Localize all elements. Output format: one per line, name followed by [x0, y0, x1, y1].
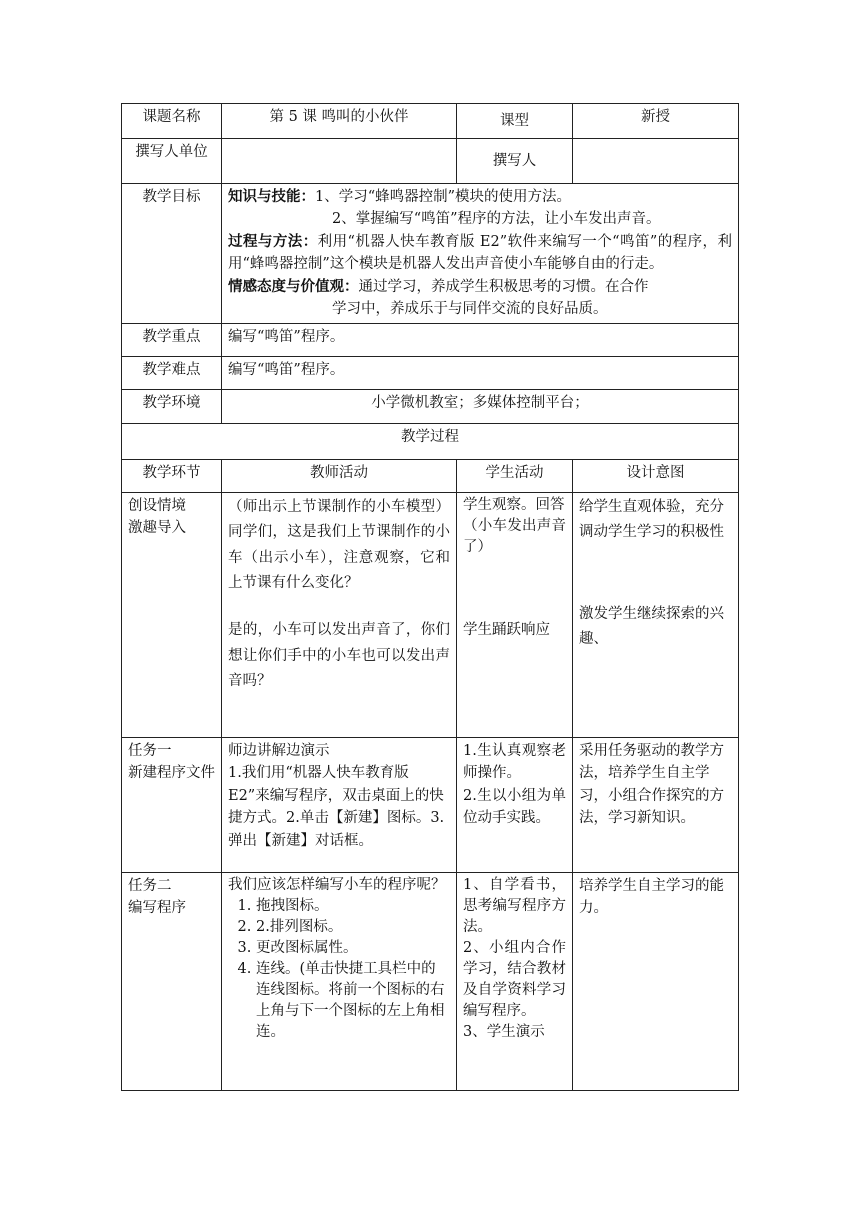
stage3-student: [457, 872, 573, 1090]
goals-content: [222, 184, 739, 324]
table-row: [122, 104, 739, 139]
type-value: 新授: [573, 104, 739, 139]
table-row: [122, 356, 739, 389]
goal-emotion-head: 情感态度与价值观：: [228, 277, 359, 295]
goal-process-head: 过程与方法：: [228, 232, 318, 250]
stage1-student: [457, 492, 573, 737]
table-row: [122, 423, 739, 459]
stage3-name-2: 编写程序: [128, 900, 186, 917]
author-label: 撰写人: [457, 139, 573, 184]
goal-process: 利用“机器人快车教育版 E2”软件来编写一个“鸣笛”的程序，利用“蜂鸣器控制”这个模块是机器人发出声音使小车能够自由的行走。: [228, 233, 732, 273]
stage2-teacher: [222, 737, 457, 872]
stage1-teacher-2: 是的，小车可以发出声音了，你们想让你们手中的小车也可以发出声音吗？: [228, 622, 450, 690]
focus-label: 教学重点: [122, 323, 222, 356]
stage2-teacher-1: 师边讲解边演示: [228, 742, 330, 759]
list-item: 4. 连线。(单击快捷工具栏中的连线图标。将前一个图标的右上角与下一个图标的左上角相连。: [256, 959, 450, 1043]
stage3-name: [122, 872, 222, 1090]
difficulty-value: 编写“鸣笛”程序。: [222, 356, 739, 389]
env-value: 小学微机教室；多媒体控制平台；: [222, 389, 739, 423]
stage1-teacher-1: （师出示上节课制作的小车模型）同学们，这是我们上节课制作的小车（出示小车），注意观察，它和上节课有什么变化？: [228, 498, 450, 591]
stage1-intent-1: 给学生直观体验，充分调动学生学习的积极性: [579, 498, 724, 541]
stage3-steps-list: [228, 896, 450, 1043]
process-title: 教学过程: [122, 423, 739, 459]
list-item: 3. 更改图标属性。: [256, 938, 450, 959]
table-row: [122, 389, 739, 423]
title-label: 课题名称: [122, 104, 222, 139]
table-row: [122, 492, 739, 737]
stage1-student-1: 学生观察。回答: [463, 496, 565, 513]
stage2-name-2: 新建程序文件: [128, 765, 215, 782]
table-row: [122, 323, 739, 356]
stage3-intent-text: 培养学生自主学习的能力。: [579, 877, 724, 917]
header-teacher: 教师活动: [222, 459, 457, 492]
stage1-name-1: 创设情境: [128, 497, 186, 514]
header-intent: 设计意图: [573, 459, 739, 492]
difficulty-label: 教学难点: [122, 356, 222, 389]
stage1-name: [122, 492, 222, 737]
goals-label: 教学目标: [122, 184, 222, 324]
stage2-name: [122, 737, 222, 872]
goal-knowledge-head: 知识与技能：: [228, 188, 315, 205]
stage3-student-2: 2、小组内合作学习，结合教材及自学资料学习编写程序。: [463, 939, 566, 1019]
stage2-name-1: 任务一: [128, 742, 172, 759]
stage3-intent: [573, 872, 739, 1090]
stage2-intent: [573, 737, 739, 872]
env-label: 教学环境: [122, 389, 222, 423]
stage1-student-2: （小车发出声音了）: [463, 517, 566, 555]
table-row: [122, 872, 739, 1090]
stage1-name-2: 激趣导入: [128, 520, 186, 537]
author-value: [573, 139, 739, 184]
stage3-teacher-intro: 我们应该怎样编写小车的程序呢？: [228, 876, 446, 893]
stage3-teacher: [222, 872, 457, 1090]
stage1-teacher: [222, 492, 457, 737]
stage3-student-1: 1、自学看书，思考编写程序方法。: [463, 876, 566, 935]
stage3-student-3: 3、学生演示: [463, 1023, 545, 1040]
type-label: 课型: [457, 104, 573, 139]
table-row: [122, 459, 739, 492]
stage3-name-1: 任务二: [128, 877, 172, 894]
lesson-plan-table: [121, 103, 739, 1091]
list-item: 1. 拖拽图标。: [256, 896, 450, 917]
stage1-intent-2: 激发学生继续探索的兴趣、: [579, 605, 724, 647]
stage2-student: [457, 737, 573, 872]
goal-emotion-2: 学习中，养成乐于与同伴交流的良好品质。: [332, 301, 608, 318]
table-row: [122, 737, 739, 872]
stage2-intent-text: 采用任务驱动的教学方法，培养学生自主学习，小组合作探究的方法，学习新知识。: [579, 742, 724, 827]
table-row: [122, 139, 739, 184]
author-unit-label: 撰写人单位: [122, 139, 222, 184]
stage1-student-3: 学生踊跃响应: [463, 621, 550, 638]
header-stage: 教学环节: [122, 459, 222, 492]
list-item: 2. 2.排列图标。: [256, 917, 450, 938]
goal-knowledge-2: 2、掌握编写“鸣笛”程序的方法，让小车发出声音。: [332, 211, 661, 228]
stage1-intent: [573, 492, 739, 737]
author-unit-value: [222, 139, 457, 184]
goal-knowledge-1: 1、学习“蜂鸣器控制”模块的使用方法。: [315, 189, 572, 205]
title-value: 第 5 课 鸣叫的小伙伴: [222, 104, 457, 139]
table-row: [122, 184, 739, 324]
stage2-student-2: 2.生以小组为单位动手实践。: [463, 787, 566, 827]
focus-value: 编写“鸣笛”程序。: [222, 323, 739, 356]
stage2-student-1: 1.生认真观察老师操作。: [463, 742, 566, 782]
goal-emotion-1: 通过学习，养成学生积极思考的习惯。在合作: [358, 278, 649, 295]
stage2-teacher-2: 1.我们用“机器人快车教育版E2”来编写程序，双击桌面上的快捷方式。2.单击【新建】图标。3.弹出【新建】对话框。: [228, 765, 445, 849]
header-student: 学生活动: [457, 459, 573, 492]
